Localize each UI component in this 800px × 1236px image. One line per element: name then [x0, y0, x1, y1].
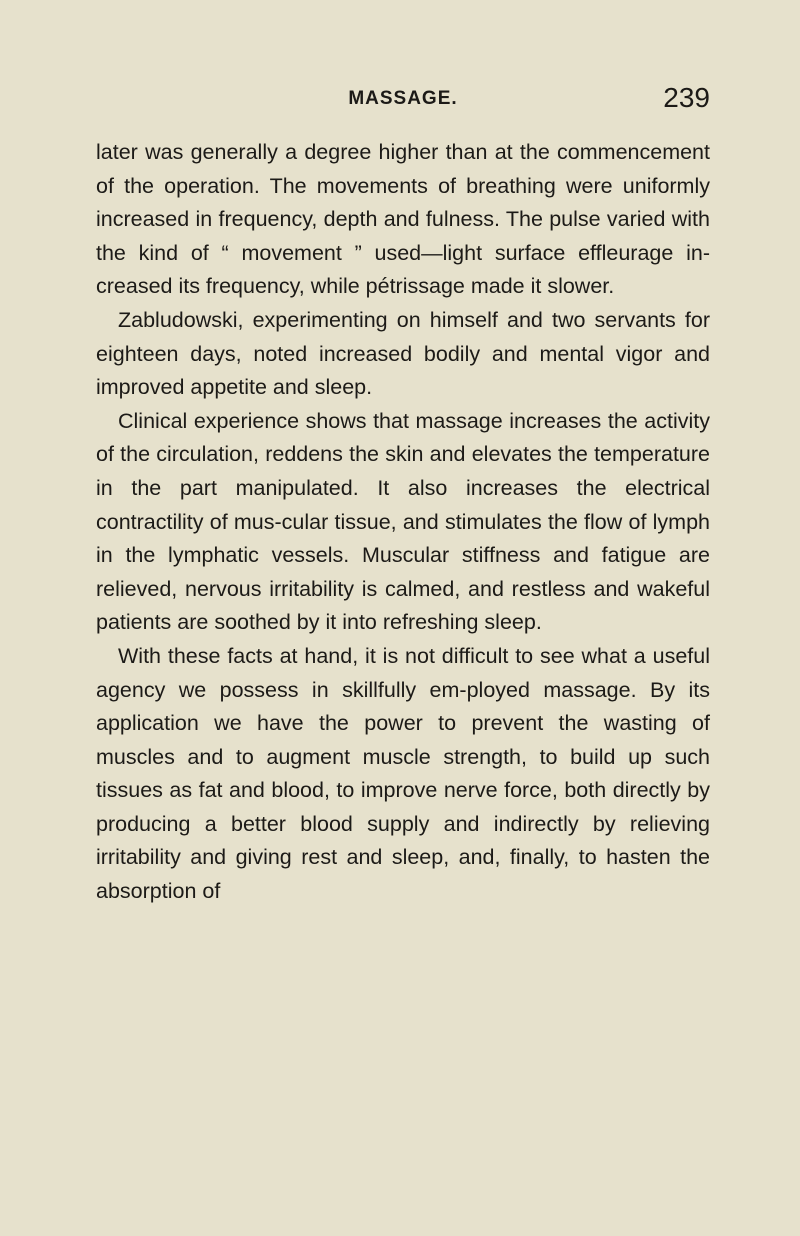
paragraph-3: Clinical experience shows that massage increases the activity of the circulation, reddens the skin and elevates the temperature in the part manipulated. It also increases the electrical contractility of mus-cular tissue, and stimulates the flow of lymph in the lymphatic vessels. Muscular stiffness and fatigue are relieved, nervous irritability is calmed, and restless and wakeful patients are soothed by it into refreshing sleep. — [96, 408, 710, 635]
paragraph-2: Zabludowski, experimenting on himself and two servants for eighteen days, noted increased bodily and mental vigor and improved appetite and sleep. — [96, 307, 710, 400]
page-number: 239 — [663, 82, 710, 113]
paragraph-4: With these facts at hand, it is not difficult to see what a useful agency we possess in skillfully em-ployed massage. By its application we have the power to prevent the wasting of muscles and to augment muscle strength, to build up such tissues as fat and blood, to improve nerve force, both directly by producing a better blood supply and indirectly by relieving irritability and giving rest and sleep, and, finally, to hasten the absorption of — [96, 643, 710, 904]
paragraph-1: later was generally a degree higher than at the commencement of the operation. The movements of breathing were uniformly increased in frequency, depth and fulness. The pulse varied with the kind of “ movement ” used—light surface effleurage in-creased its frequency, while pétrissage made it slower. — [96, 140, 710, 299]
running-title: MASSAGE. — [348, 88, 458, 109]
running-head — [96, 82, 710, 122]
body-text — [96, 136, 710, 909]
